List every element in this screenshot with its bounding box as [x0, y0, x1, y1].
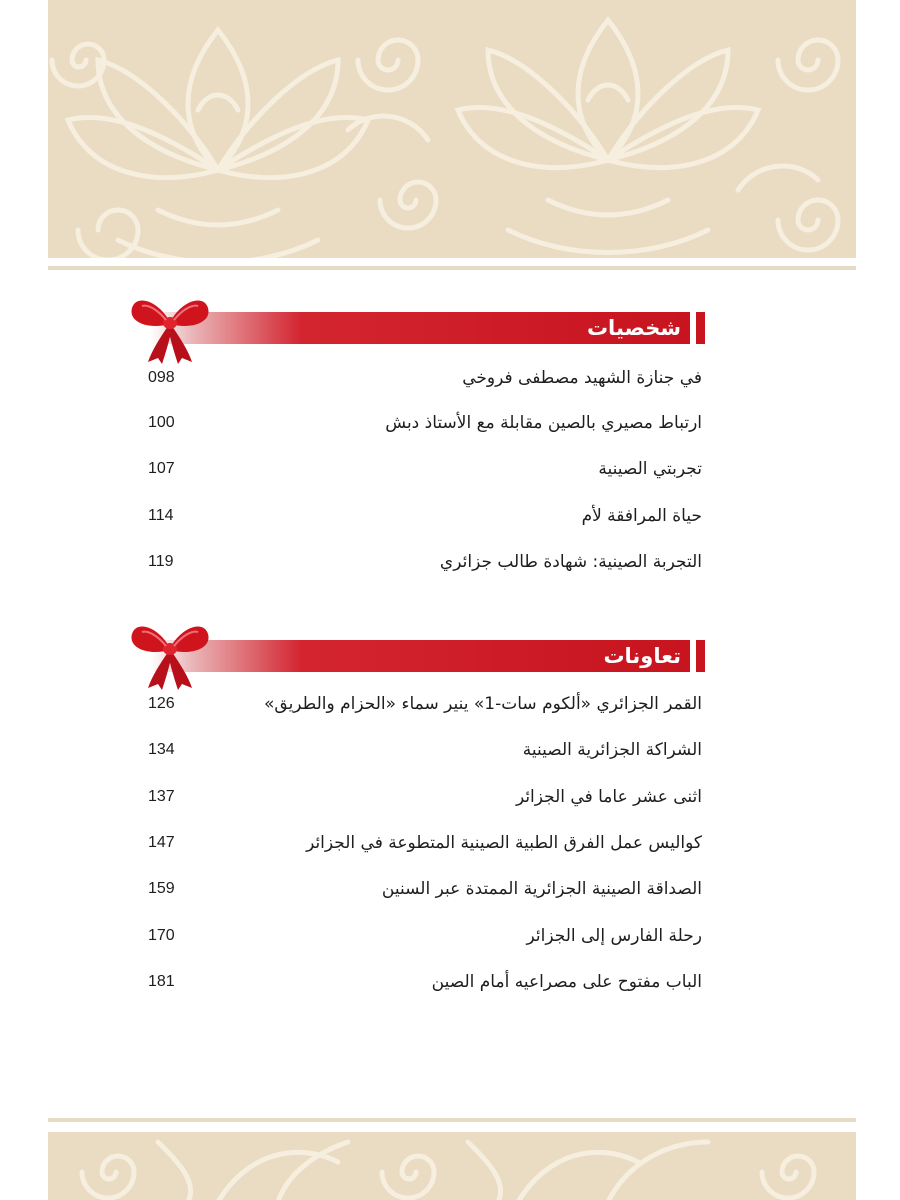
toc-entry[interactable] — [140, 922, 702, 950]
toc-entry[interactable] — [140, 968, 702, 996]
page-number: 107 — [148, 460, 175, 477]
entry-title: ارتباط مصيري بالصين مقابلة مع الأستاذ دبش — [385, 413, 702, 433]
lotus-pattern-top — [48, 0, 856, 258]
toc-entry[interactable] — [140, 364, 702, 392]
entry-title: رحلة الفارس إلى الجزائر — [526, 926, 702, 946]
entry-title: الباب مفتوح على مصراعيه أمام الصين — [431, 972, 702, 992]
section-header-personalities — [150, 312, 705, 344]
toc-entry[interactable] — [140, 690, 702, 718]
page-number: 098 — [148, 369, 175, 386]
entry-title: كواليس عمل الفرق الطبية الصينية المتطوعة في الجزائر — [306, 833, 702, 853]
entry-title: في جنازة الشهيد مصطفى فروخي — [462, 368, 702, 388]
entry-title: تجربتي الصينية — [598, 459, 702, 479]
entry-title: الصداقة الصينية الجزائرية الممتدة عبر السنين — [381, 879, 702, 899]
top-divider-line — [48, 266, 856, 270]
entry-title: حياة المرافقة لأم — [581, 506, 702, 526]
page-number: 114 — [148, 507, 174, 524]
page-number: 159 — [148, 880, 175, 897]
section-title: تعاونات — [603, 644, 681, 668]
page-number: 147 — [148, 834, 175, 851]
top-decorative-band — [48, 0, 856, 258]
page-number: 170 — [148, 927, 175, 944]
section-header-tab — [696, 640, 705, 672]
toc-entry[interactable] — [140, 548, 702, 576]
entry-title: القمر الجزائري «ألكوم سات-1» ينير سماء «الحزام والطريق» — [263, 694, 702, 714]
page-number: 181 — [148, 973, 175, 990]
entry-title: الشراكة الجزائرية الصينية — [522, 740, 702, 760]
page-number: 137 — [148, 788, 175, 805]
section-header-tab — [696, 312, 705, 344]
entry-title: اثنى عشر عاما في الجزائر — [515, 787, 702, 807]
toc-entry[interactable] — [140, 783, 702, 811]
lotus-pattern-bottom — [48, 1132, 856, 1200]
red-ribbon-bow-icon — [128, 618, 212, 690]
page-number: 134 — [148, 741, 175, 758]
toc-entry[interactable] — [140, 736, 702, 764]
section-title: شخصيات — [586, 316, 681, 340]
page-number: 126 — [148, 695, 175, 712]
red-ribbon-bow-icon — [128, 292, 212, 364]
toc-entry[interactable] — [140, 409, 702, 437]
page-number: 119 — [148, 553, 174, 570]
bottom-decorative-band — [48, 1132, 856, 1200]
toc-entry[interactable] — [140, 875, 702, 903]
page-number: 100 — [148, 414, 175, 431]
toc-entry[interactable] — [140, 502, 702, 530]
bottom-divider-line — [48, 1118, 856, 1122]
toc-entry[interactable] — [140, 455, 702, 483]
section-header-cooperation — [150, 640, 705, 672]
toc-entry[interactable] — [140, 829, 702, 857]
entry-title: التجربة الصينية: شهادة طالب جزائري — [439, 552, 702, 572]
